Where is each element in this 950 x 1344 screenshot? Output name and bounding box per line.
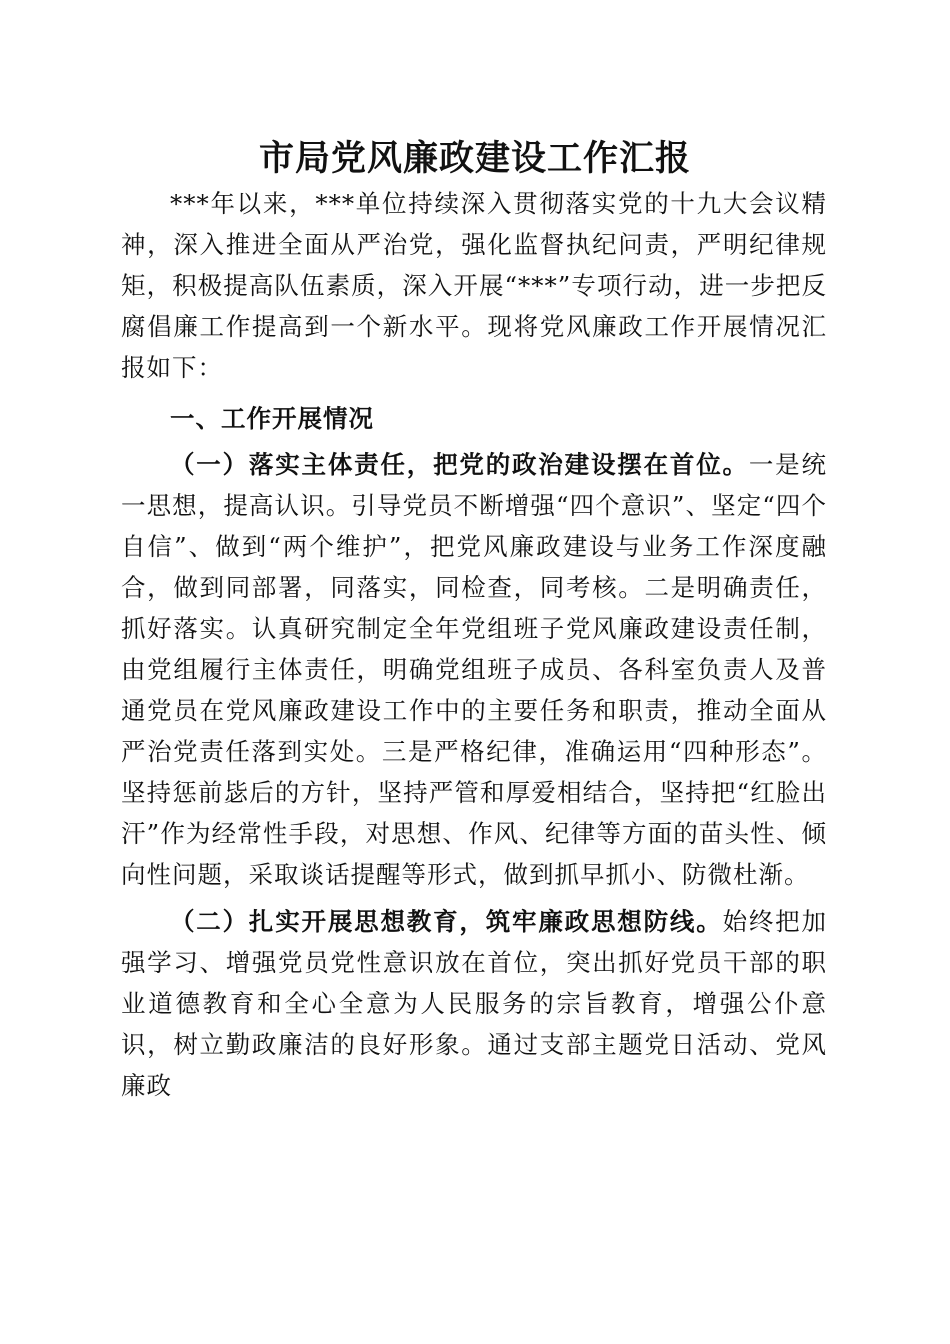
document-body [121,183,827,1106]
section-heading-1: 一、工作开展情况 [170,404,374,433]
document-title: 市局党风廉政建设工作汇报 [258,138,691,179]
item-1-text: 一是统一思想，提高认识。引导党员不断增强“四个意识”、坚定“四个自信”、做到“两个维护”，把党风廉政建设与业务工作深度融合，做到同部署，同落实，同检查，同考核。二是明确责任，抓好落实。认真研究制定全年党组班子党风廉政建设责任制，由党组履行主体责任，明确党组班子成员、各科室负责人及普通党员在党风廉政建设工作中的主要任务和职责，推动全面从严治党责任落到实处。三是严格纪律，准确运用“四种形态”。坚持惩前毖后的方针，坚持严管和厚爱相结合，坚持把“红脸出汗”作为经常性手段，对思想、作风、纪律等方面的苗头性、倾向性问题，采取谈话提醒等形式，做到抓早抓小、防微杜渐。 [121,450,827,889]
section-1-item-1 [121,444,827,895]
item-1-lead: （一）落实主体责任，把党的政治建设摆在首位。 [170,450,749,479]
intro-paragraph: ***年以来，***单位持续深入贯彻落实党的十九大会议精神，深入推进全面从严治党，强化监督执纪问责，严明纪律规矩，积极提高队伍素质，深入开展“***”专项行动，进一步把反腐倡廉工作提高到一个新水平。现将党风廉政工作开展情况汇报如下： [121,189,827,382]
item-2-text: 始终把加强学习、增强党员党性意识放在首位，突出抓好党员干部的职业道德教育和全心全意为人民服务的宗旨教育，增强公仆意识，树立勤政廉洁的良好形象。通过支部主题党日活动、党风廉政 [121,907,827,1100]
section-1-item-2 [121,901,827,1106]
item-2-lead: （二）扎实开展思想教育，筑牢廉政思想防线。 [170,907,723,936]
